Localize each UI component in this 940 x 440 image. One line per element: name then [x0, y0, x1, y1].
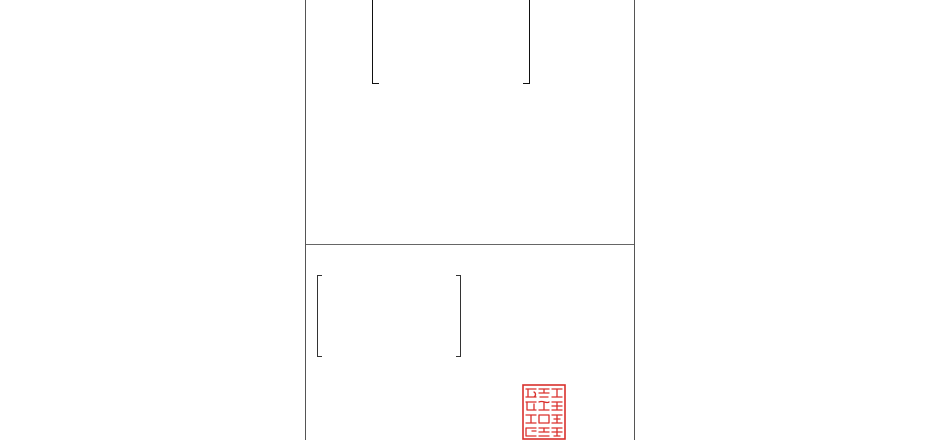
top-list-left-bracket: [372, 0, 379, 84]
certificate-page: [305, 0, 635, 440]
small-list-left-bracket: [317, 275, 322, 357]
issuer-block: [398, 388, 512, 433]
top-list-right-bracket: [523, 0, 530, 84]
section-divider: [306, 244, 634, 245]
issuer-agency: [398, 418, 512, 433]
issuer-regional-office: [398, 403, 512, 418]
issuer-ministry: [398, 388, 512, 403]
small-list-right-bracket: [456, 275, 461, 357]
official-seal-icon: [522, 384, 566, 440]
